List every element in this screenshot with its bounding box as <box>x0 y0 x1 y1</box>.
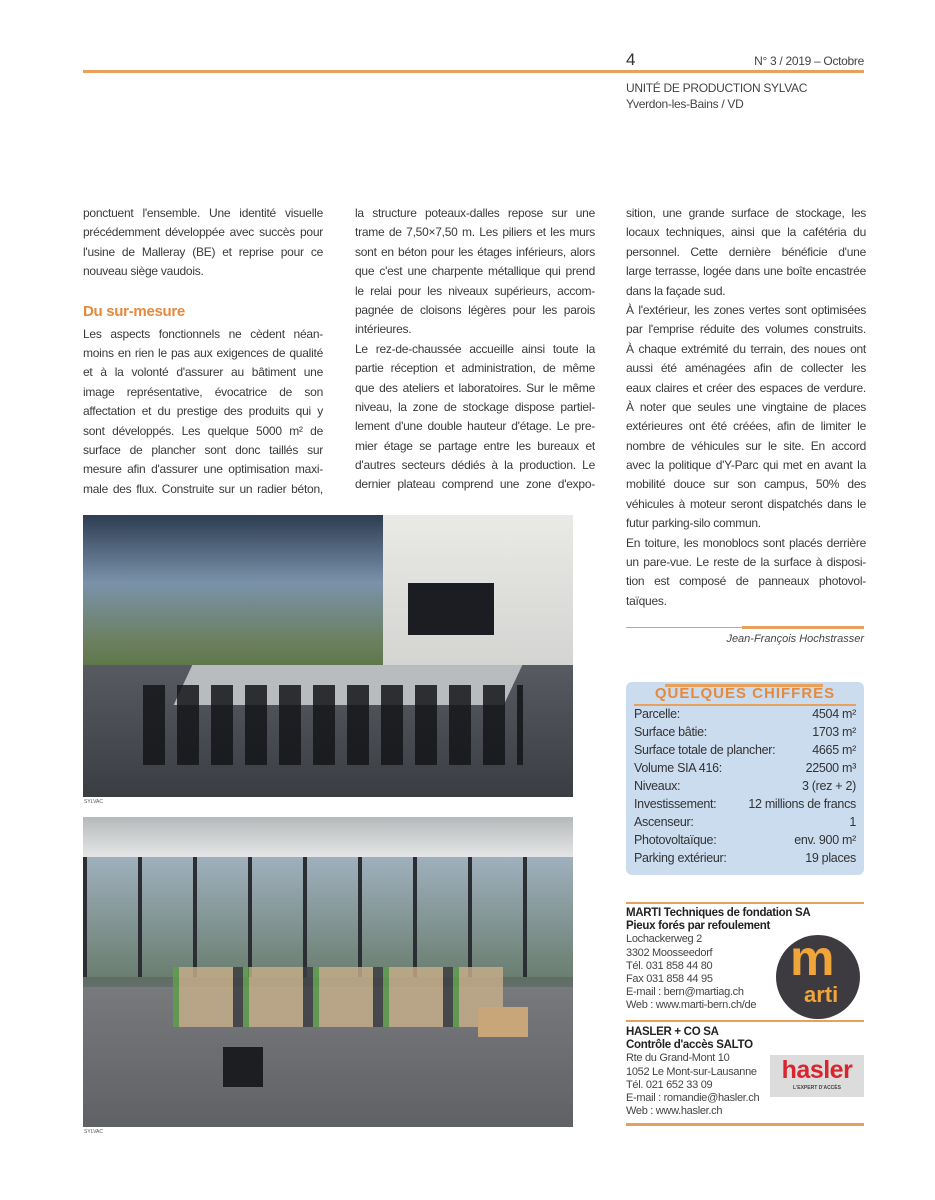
tv-screen <box>408 583 494 635</box>
figure-label: Surface bâtie: <box>634 725 707 739</box>
text-line: tion est composé de panneaux photovol- <box>626 574 866 589</box>
contact-line: Lochackerweg 2 <box>626 933 702 946</box>
column-2 <box>355 204 595 495</box>
text-line: À chaque extrémité du terrain, des noues ont <box>626 341 866 356</box>
ad-service: Contrôle d'accès SALTO <box>626 1039 753 1052</box>
text-line: À noter que seules une vingtaine de places <box>626 399 866 414</box>
box-rule-bottom <box>634 704 856 706</box>
figure-row <box>634 725 856 743</box>
text-line: extérieures ont été créées, afin de limiter le <box>626 419 866 434</box>
location: Yverdon-les-Bains / VD <box>626 97 744 111</box>
contact-line: 3302 Moosseedorf <box>626 946 713 959</box>
text-line: d'autres secteurs dédiés à la production. Le <box>355 458 595 473</box>
figure-label: Surface totale de plancher: <box>634 743 776 757</box>
figure-row <box>634 761 856 779</box>
figure-value: 1703 m² <box>812 725 856 739</box>
column-1 <box>83 204 323 499</box>
ad-rule <box>626 902 864 904</box>
figure-value: 22500 m³ <box>805 761 856 775</box>
author: Jean-François Hochstrasser <box>726 633 864 645</box>
text-line: pagnée de cloisons légères pour les parois <box>355 302 595 317</box>
ceiling <box>83 817 573 857</box>
signature-rule-thick <box>742 626 864 629</box>
figure-row <box>634 779 856 797</box>
text-line: nouveau siège vaudois. <box>83 264 204 279</box>
contact-line: Web : www.marti-bern.ch/de <box>626 999 757 1012</box>
figure-label: Parking extérieur: <box>634 851 727 865</box>
figure-label: Investissement: <box>634 797 717 811</box>
text-line: surface de plancher sont donc taillés sur <box>83 442 323 457</box>
text-line: l'usine de Malleray (BE) et reprise pour ce <box>83 244 323 259</box>
text-line: sont développés. Les quelque 5000 m² de <box>83 423 323 438</box>
figure-row <box>634 815 856 833</box>
figure-value: 12 millions de francs <box>748 797 856 811</box>
text-line: nombre de véhicules sur le site. En accord <box>626 438 866 453</box>
text-line: taïques. <box>626 593 667 608</box>
text-line: male des flux. Construite sur un radier béton, <box>83 481 323 496</box>
text-line: futur parking-silo commun. <box>626 516 761 531</box>
text-line: véhicules à moteur seront dispatchés dans le <box>626 496 866 511</box>
text-line: dernier plateau comprend une zone d'expo- <box>355 477 595 492</box>
text-line: et à la volonté d'assurer au bâtiment une <box>83 365 323 380</box>
figure-label: Ascenseur: <box>634 815 694 829</box>
photo-credit: SYLVAC <box>84 1129 103 1135</box>
text-line: niveau, la zone de stockage dispose partiel- <box>355 399 595 414</box>
text-line: sition, une grande surface de stockage, les <box>626 206 866 220</box>
windows <box>83 857 573 977</box>
figure-label: Niveaux: <box>634 779 681 793</box>
text-line: précédemment développée avec succès pour <box>83 225 323 240</box>
photo-conference-room <box>83 515 573 797</box>
text-line: que des ateliers et laboratoires. Sur le même <box>355 380 595 395</box>
contact-line: Fax 031 858 44 95 <box>626 973 713 986</box>
figure-row <box>634 833 856 851</box>
contact-line: Tél. 021 652 33 09 <box>626 1078 713 1091</box>
box-title: QUELQUES CHIFFRES <box>654 685 836 702</box>
text-line: mobilité douce sur son campus, 50% des <box>626 477 866 492</box>
marti-logo-arti: arti <box>804 982 839 1007</box>
key-figures-box <box>626 682 864 875</box>
photo-workshop <box>83 817 573 1127</box>
text-line: mier étage se partage entre les bureaux et <box>355 438 595 453</box>
text-line: dans la façade sud. <box>626 283 726 298</box>
ad-company: MARTI Techniques de fondation SA <box>626 907 811 919</box>
text-line: lement d'une double hauteur d'étage. Le pre- <box>355 419 595 434</box>
paragraph <box>83 325 323 500</box>
figure-label: Parcelle: <box>634 707 680 721</box>
equipment <box>223 1047 263 1087</box>
text-line: Les aspects fonctionnels ne cèdent néan- <box>83 326 323 341</box>
chairs <box>143 685 523 765</box>
ad-rule <box>626 1123 864 1126</box>
figure-value: env. 900 m² <box>794 833 856 847</box>
figure-label: Volume SIA 416: <box>634 761 722 775</box>
text-line: Le rez-de-chaussée accueille ainsi toute la <box>355 341 595 356</box>
text-line: le relai pour les niveaux supérieurs, accom- <box>355 283 595 298</box>
text-line: ponctuent l'ensemble. Une identité visuelle <box>83 206 323 220</box>
text-line: personnel. Cette dernière bénéficie d'une <box>626 244 866 259</box>
text-line: large terrasse, logée dans une boîte encastrée <box>626 264 866 279</box>
page-number: 4 <box>626 50 636 69</box>
figure-value: 19 places <box>805 851 856 865</box>
text-line: aussi été aménagées afin de collecter les <box>626 361 866 376</box>
figure-row <box>634 743 856 761</box>
text-line: À l'extérieur, les zones vertes sont optimisées <box>626 302 866 317</box>
hasler-logo-name: hasler <box>781 1056 853 1084</box>
text-line: par l'emprise réduite des volumes construits. <box>626 322 866 337</box>
text-line: moins en rien le pas aux exigences de qualité <box>83 345 323 360</box>
contact-line: E-mail : bern@martiag.ch <box>626 986 744 999</box>
text-line: En toiture, les monoblocs sont placés derrière <box>626 535 866 550</box>
figure-value: 1 <box>849 815 856 829</box>
text-line: intérieures. <box>355 322 412 337</box>
contact-line: Rte du Grand-Mont 10 <box>626 1052 730 1065</box>
figure-value: 4665 m² <box>812 743 856 757</box>
box <box>478 1007 528 1037</box>
text-line: avec la politique d'Y-Parc qui met en avant la <box>626 458 866 473</box>
window-view <box>83 515 383 685</box>
hasler-logo-tagline: L'EXPERT D'ACCÈS <box>793 1085 841 1091</box>
text-line: partie réception et administration, de même <box>355 361 595 376</box>
figure-value: 3 (rez + 2) <box>801 779 856 793</box>
text-line: que c'est une charpente métallique qui prend <box>355 264 595 279</box>
contact-line: Web : www.hasler.ch <box>626 1105 723 1118</box>
ad-company: HASLER + CO SA <box>626 1026 719 1038</box>
text-line: mesure afin d'assurer une optimisation maxi- <box>83 462 323 477</box>
section-title: UNITÉ DE PRODUCTION SYLVAC <box>626 81 808 95</box>
figure-value: 4504 m² <box>812 707 856 721</box>
figure-label: Photovoltaïque: <box>634 833 717 847</box>
text-line: locaux techniques, ainsi que la cafétéria du <box>626 225 866 240</box>
text-line: la structure poteaux-dalles repose sur une <box>355 206 595 220</box>
figure-row <box>634 851 856 869</box>
ad-rule <box>626 1020 864 1022</box>
column-3 <box>626 204 866 611</box>
text-line: un pare-vue. Le reste de la surface à disposi- <box>626 555 866 570</box>
text-line: trame de 7,50×7,50 m. Les piliers et les murs <box>355 225 595 240</box>
hasler-logo <box>770 1055 864 1097</box>
marti-logo <box>776 935 860 1019</box>
contact-line: 1052 Le Mont-sur-Lausanne <box>626 1065 757 1078</box>
ad-service: Pieux forés par refoulement <box>626 920 771 933</box>
signature-rule-thin <box>626 627 742 628</box>
figure-row <box>634 707 856 725</box>
paragraph <box>83 204 323 282</box>
workbenches <box>173 967 503 1027</box>
marti-logo-m: m <box>790 935 835 986</box>
header-rule <box>83 70 864 73</box>
subheading: Du sur-mesure <box>83 302 185 320</box>
text-line: eaux claires et créer des espaces de verdure. <box>626 380 866 395</box>
figure-row <box>634 797 856 815</box>
issue-info: N° 3 / 2019 – Octobre <box>754 54 864 68</box>
text-line: image représentative, évocatrice de son <box>83 384 323 399</box>
photo-credit: SYLVAC <box>84 799 103 805</box>
contact-line: E-mail : romandie@hasler.ch <box>626 1092 760 1105</box>
text-line: sont en béton pour les étages inférieurs, alors <box>355 244 595 259</box>
text-line: affectation et du prestige des produits qui y <box>83 404 323 419</box>
contact-line: Tél. 031 858 44 80 <box>626 959 713 972</box>
